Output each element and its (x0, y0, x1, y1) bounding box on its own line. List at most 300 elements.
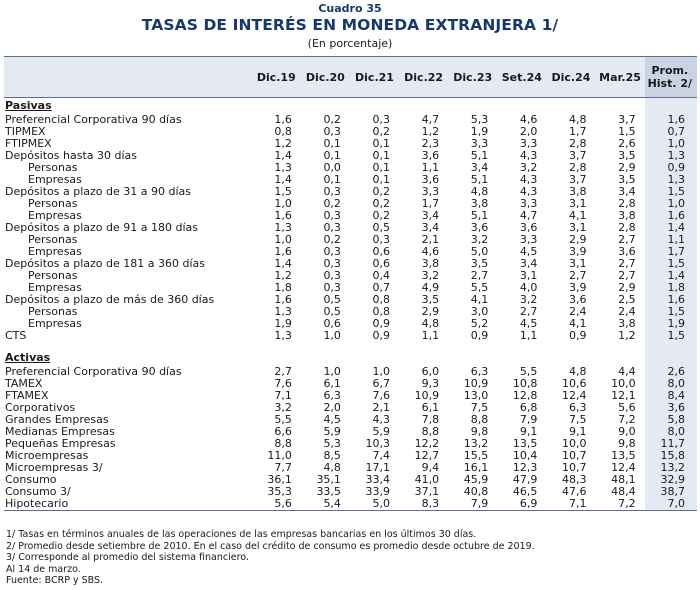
cell-value: 4,4 (618, 365, 636, 378)
cell-prom-hist: 1,0 (645, 138, 697, 150)
table-row (4, 474, 697, 486)
row-label: Empresas (28, 209, 82, 222)
cell-value: 0,1 (323, 137, 341, 150)
row-label: Preferencial Corporativa 90 días (5, 113, 182, 126)
cell-value: 5,5 (274, 413, 292, 426)
row-label: CTS (5, 329, 27, 342)
cell-value: 41,0 (414, 473, 440, 486)
cell-value: 33,9 (365, 485, 391, 498)
cell-value: 3,1 (519, 269, 538, 282)
cell-value: 7,7 (274, 461, 292, 474)
cell-value: 0,1 (323, 149, 341, 162)
row-label: Medianas Empresas (5, 425, 115, 438)
cell-value: 1,0 (323, 329, 341, 342)
cell-prom-hist: 1,6 (645, 294, 697, 306)
cell-value: 13,5 (512, 437, 538, 450)
cell-value: 4,8 (568, 365, 587, 378)
cell-value: 3,3 (519, 137, 538, 150)
table-row (4, 234, 697, 246)
cell-value: 1,3 (274, 329, 292, 342)
cell-value: 0,4 (372, 269, 391, 282)
cell-value: 3,5 (618, 149, 636, 162)
cell-value: 3,7 (568, 149, 587, 162)
cell-value: 0,3 (323, 257, 341, 270)
cell-value: 3,6 (421, 173, 440, 186)
row-label: Consumo (5, 473, 57, 486)
cell-value: 5,4 (301, 498, 350, 511)
cell-value: 3,8 (421, 257, 440, 270)
cell-value: 3,3 (470, 137, 489, 150)
cell-value: 5,6 (252, 498, 301, 511)
table-row (4, 258, 697, 270)
table-body (4, 98, 697, 511)
cell-value: 5,1 (470, 173, 489, 186)
cell-value: 35,1 (316, 473, 341, 486)
cell-prom-hist: 13,2 (645, 462, 697, 474)
cell-value: 0,7 (372, 281, 391, 294)
cell-prom-hist: 5,8 (645, 414, 697, 426)
cell-value: 48,3 (561, 473, 587, 486)
cell-prom-hist: 1,1 (645, 234, 697, 246)
footnotes (6, 529, 696, 587)
cell-value: 7,5 (470, 401, 489, 414)
cell-value: 4,0 (519, 281, 538, 294)
cell-value: 3,5 (470, 257, 489, 270)
cell-value: 5,6 (618, 401, 636, 414)
cell-value: 13,0 (463, 389, 489, 402)
cell-value: 1,9 (274, 317, 292, 330)
cell-value: 2,9 (618, 281, 636, 294)
cell-value: 7,8 (421, 413, 440, 426)
section-heading-pasivas: Pasivas (5, 99, 52, 112)
cell-value: 0,9 (470, 329, 489, 342)
cell-value: 2,8 (568, 137, 587, 150)
cell-value: 3,8 (568, 185, 587, 198)
cell-value: 4,6 (421, 245, 440, 258)
cell-prom-hist: 1,5 (645, 306, 697, 318)
cell-value: 3,2 (421, 269, 440, 282)
cell-value: 1,4 (274, 257, 292, 270)
cell-value: 0,2 (323, 197, 341, 210)
cell-value: 3,8 (470, 197, 489, 210)
row-label: Personas (28, 197, 78, 210)
cell-value: 45,9 (463, 473, 489, 486)
interest-rates-table (4, 56, 697, 511)
cell-value: 0,3 (323, 209, 341, 222)
cell-value: 1,6 (274, 245, 292, 258)
cell-value: 4,3 (519, 173, 538, 186)
table-row (4, 306, 697, 318)
cell-value: 0,3 (323, 185, 341, 198)
row-label: TIPMEX (5, 125, 46, 138)
cell-value: 1,1 (519, 329, 538, 342)
row-label: Microempresas (5, 449, 89, 462)
cell-value: 2,7 (470, 269, 489, 282)
row-label: Empresas (28, 281, 82, 294)
cell-value: 9,8 (618, 437, 636, 450)
cell-value: 10,3 (365, 437, 391, 450)
cell-value: 8,8 (421, 425, 440, 438)
cell-value: 37,1 (414, 485, 440, 498)
cell-prom-hist: 1,3 (645, 174, 697, 186)
cell-value: 4,8 (421, 317, 440, 330)
col-header-dic21: Dic.21 (350, 57, 399, 98)
cell-value: 3,7 (618, 113, 636, 126)
cell-value: 1,5 (274, 185, 292, 198)
cell-value: 4,5 (519, 317, 538, 330)
row-label: Empresas (28, 245, 82, 258)
cell-prom-hist: 8,0 (645, 426, 697, 438)
cell-value: 1,3 (274, 305, 292, 318)
cell-value: 3,6 (568, 293, 587, 306)
cell-value: 0,3 (372, 113, 391, 126)
table-row (4, 462, 697, 474)
cell-value: 12,4 (611, 461, 636, 474)
row-label: Grandes Empresas (5, 413, 109, 426)
cell-value: 3,6 (519, 221, 538, 234)
cell-value: 10,6 (561, 377, 587, 390)
cell-value: 2,8 (618, 197, 636, 210)
cell-value: 0,5 (372, 221, 391, 234)
footnote-date: Al 14 de marzo. (6, 563, 81, 575)
cell-value: 3,3 (519, 197, 538, 210)
cell-value: 7,2 (595, 498, 644, 511)
cell-value: 9,1 (519, 425, 538, 438)
cell-value: 10,4 (512, 449, 538, 462)
cell-prom-hist: 1,4 (645, 270, 697, 282)
cell-prom-hist: 11,7 (645, 438, 697, 450)
cell-value: 6,1 (323, 377, 341, 390)
cell-value: 3,6 (421, 149, 440, 162)
table-row (4, 486, 697, 498)
cell-value: 0,1 (372, 173, 391, 186)
cell-value: 0,1 (372, 149, 391, 162)
cell-value: 5,5 (470, 281, 489, 294)
cell-value: 6,7 (372, 377, 391, 390)
cell-value: 0,1 (372, 137, 391, 150)
cell-value: 10,9 (463, 377, 489, 390)
cell-value: 7,6 (372, 389, 391, 402)
cell-value: 1,2 (421, 125, 440, 138)
cell-value: 2,6 (618, 137, 636, 150)
cell-value: 7,9 (448, 498, 497, 511)
cell-value: 3,6 (470, 221, 489, 234)
cell-value: 3,4 (421, 221, 440, 234)
cell-value: 3,7 (568, 173, 587, 186)
cell-value: 2,4 (568, 305, 587, 318)
cell-value: 6,3 (568, 401, 587, 414)
cell-value: 6,3 (470, 365, 489, 378)
cell-value: 3,2 (519, 293, 538, 306)
cell-value: 4,3 (519, 149, 538, 162)
table-row (4, 378, 697, 390)
cell-value: 40,8 (463, 485, 489, 498)
cell-value: 4,9 (421, 281, 440, 294)
cell-value: 0,9 (372, 329, 391, 342)
cell-value: 3,2 (470, 233, 489, 246)
row-label: Depósitos a plazo de 181 a 360 días (5, 257, 206, 270)
cell-value: 2,3 (421, 137, 440, 150)
cell-value: 3,6 (618, 245, 636, 258)
col-header-dic24: Dic.24 (546, 57, 595, 98)
section-gap (4, 342, 697, 350)
cell-value: 2,1 (421, 233, 440, 246)
cell-value: 2,4 (618, 305, 636, 318)
cell-value: 12,2 (414, 437, 440, 450)
cell-value: 1,0 (274, 197, 292, 210)
row-label: Depósitos a plazo de más de 360 días (5, 293, 215, 306)
cell-prom-hist: 0,9 (645, 162, 697, 174)
section-row-activas (4, 350, 697, 366)
cell-value: 2,7 (618, 233, 636, 246)
cell-value: 0,9 (568, 329, 587, 342)
cell-value: 6,1 (421, 401, 440, 414)
cell-value: 5,1 (470, 209, 489, 222)
cell-prom-hist: 3,6 (645, 402, 697, 414)
cell-value: 5,9 (372, 425, 391, 438)
cell-value: 1,3 (274, 161, 292, 174)
cell-value: 2,5 (618, 293, 636, 306)
cell-prom-hist: 1,7 (645, 246, 697, 258)
cell-value: 0,1 (372, 161, 391, 174)
cell-value: 3,8 (618, 317, 636, 330)
cell-value: 0,3 (323, 245, 341, 258)
cell-value: 2,7 (274, 365, 292, 378)
row-label: Depósitos a plazo de 31 a 90 días (5, 185, 192, 198)
cell-value: 0,6 (323, 317, 341, 330)
row-label: TAMEX (5, 377, 43, 390)
cell-prom-hist: 1,9 (645, 318, 697, 330)
cell-value: 0,3 (323, 125, 341, 138)
cell-value: 11,0 (267, 449, 292, 462)
cell-value: 6,6 (274, 425, 292, 438)
cell-value: 2,9 (421, 305, 440, 318)
cell-prom-hist: 8,0 (645, 378, 697, 390)
cell-value: 3,9 (568, 281, 587, 294)
cell-value: 2,0 (323, 401, 341, 414)
row-label: Personas (28, 233, 78, 246)
cell-value: 48,1 (611, 473, 636, 486)
cell-value: 3,3 (519, 233, 538, 246)
cell-value: 1,2 (274, 137, 292, 150)
cell-prom-hist: 1,5 (645, 186, 697, 198)
cell-prom-hist: 1,4 (645, 222, 697, 234)
cell-value: 8,8 (470, 413, 489, 426)
cell-prom-hist: 7,0 (645, 498, 697, 511)
row-label: Empresas (28, 317, 82, 330)
table-row (4, 438, 697, 450)
cell-value: 3,4 (470, 161, 489, 174)
cell-prom-hist: 1,3 (645, 150, 697, 162)
cell-value: 1,2 (274, 269, 292, 282)
table-row (4, 390, 697, 402)
cell-value: 3,4 (421, 209, 440, 222)
cell-value: 5,3 (323, 437, 341, 450)
cell-value: 46,5 (512, 485, 538, 498)
table-row (4, 126, 697, 138)
cell-value: 1,6 (274, 113, 292, 126)
row-label: Empresas (28, 173, 82, 186)
cell-prom-hist: 1,5 (645, 330, 697, 342)
cell-value: 6,3 (323, 389, 341, 402)
cell-value: 16,1 (463, 461, 489, 474)
cell-value: 5,9 (323, 425, 341, 438)
col-header-prom-hist (645, 57, 697, 98)
cell-value: 7,9 (519, 413, 538, 426)
cell-value: 1,9 (470, 125, 489, 138)
cell-value: 0,6 (372, 257, 391, 270)
cell-value: 1,8 (274, 281, 292, 294)
cell-value: 0,5 (323, 305, 341, 318)
cell-value: 4,5 (323, 413, 341, 426)
table-row (4, 318, 697, 330)
row-label: Microempresas 3/ (5, 461, 103, 474)
cell-value: 1,4 (274, 149, 292, 162)
footnote-source: Fuente: BCRP y SBS. (6, 575, 104, 586)
cell-value: 5,1 (470, 149, 489, 162)
cell-prom-hist: 1,8 (645, 282, 697, 294)
cell-value: 1,1 (421, 161, 440, 174)
cell-value: 7,4 (372, 449, 391, 462)
cell-value: 8,5 (323, 449, 341, 462)
cell-value: 2,7 (618, 269, 636, 282)
cell-value: 13,5 (611, 449, 636, 462)
cell-value: 2,9 (618, 161, 636, 174)
cell-value: 6,0 (421, 365, 440, 378)
footnote-1: 1/ Tasas en términos anuales de las operaciones de las empresas bancarias en los últimos 30 días. (6, 529, 477, 540)
table-row (4, 114, 697, 126)
cell-value: 5,3 (470, 113, 489, 126)
cell-value: 3,5 (618, 173, 636, 186)
cell-value: 48,4 (611, 485, 636, 498)
cell-value: 7,5 (568, 413, 587, 426)
cell-value: 3,2 (274, 401, 292, 414)
cell-value: 2,7 (568, 269, 587, 282)
cell-value: 12,4 (561, 389, 587, 402)
cell-value: 8,8 (274, 437, 292, 450)
cell-value: 3,1 (568, 197, 587, 210)
cell-value: 0,2 (372, 125, 391, 138)
cell-value: 0,0 (323, 161, 341, 174)
cell-value: 7,6 (274, 377, 292, 390)
cell-value: 5,0 (350, 498, 399, 511)
cell-value: 2,9 (568, 233, 587, 246)
cell-value: 15,5 (463, 449, 489, 462)
row-label: FTAMEX (5, 389, 49, 402)
cell-value: 3,8 (618, 209, 636, 222)
header-blank (4, 57, 252, 98)
cell-value: 2,1 (372, 401, 391, 414)
cell-value: 33,4 (365, 473, 391, 486)
cell-value: 3,0 (470, 305, 489, 318)
cell-value: 0,2 (372, 197, 391, 210)
row-label: Personas (28, 161, 78, 174)
cell-value: 9,0 (618, 425, 636, 438)
cell-value: 2,8 (618, 221, 636, 234)
cell-value: 1,7 (421, 197, 440, 210)
cell-value: 7,1 (546, 498, 595, 511)
table-row (4, 270, 697, 282)
cell-value: 1,5 (618, 125, 636, 138)
cell-value: 0,3 (323, 269, 341, 282)
cell-value: 10,7 (561, 461, 587, 474)
cell-value: 1,2 (618, 329, 636, 342)
row-label: Preferencial Corporativa 90 días (5, 365, 182, 378)
col-header-dic20: Dic.20 (301, 57, 350, 98)
cell-value: 0,3 (323, 221, 341, 234)
prom-line1: Prom. (651, 64, 689, 77)
cell-value: 0,1 (323, 173, 341, 186)
cell-value: 1,0 (372, 365, 391, 378)
cell-value: 47,9 (512, 473, 538, 486)
cell-value: 2,7 (618, 257, 636, 270)
table-row (4, 450, 697, 462)
cell-value: 3,4 (618, 185, 636, 198)
cell-value: 3,3 (421, 185, 440, 198)
cell-prom-hist: 15,8 (645, 450, 697, 462)
cell-value: 3,1 (568, 257, 587, 270)
cell-value: 8,3 (399, 498, 448, 511)
table-row (4, 366, 697, 378)
table-number-label: Cuadro 35 (318, 2, 382, 15)
cell-value: 4,3 (519, 185, 538, 198)
cell-value: 4,7 (519, 209, 538, 222)
cell-value: 0,3 (372, 233, 391, 246)
cell-value: 4,1 (568, 317, 587, 330)
row-label: Pequeñas Empresas (5, 437, 116, 450)
table-subtitle: (En porcentaje) (307, 37, 393, 50)
cell-value: 10,0 (561, 437, 587, 450)
cell-value: 1,7 (568, 125, 587, 138)
cell-value: 4,3 (372, 413, 391, 426)
row-label: Consumo 3/ (5, 485, 71, 498)
cell-value: 4,8 (470, 185, 489, 198)
cell-prom-hist: 8,4 (645, 390, 697, 402)
section-row-pasivas (4, 98, 697, 115)
col-header-set24: Set.24 (497, 57, 546, 98)
cell-value: 2,8 (568, 161, 587, 174)
cell-value: 2,0 (519, 125, 538, 138)
table-row (4, 150, 697, 162)
col-header-mar25: Mar.25 (595, 57, 644, 98)
cell-value: 35,3 (267, 485, 292, 498)
cell-value: 17,1 (365, 461, 391, 474)
cell-value: 12,7 (414, 449, 440, 462)
table-row (4, 222, 697, 234)
cell-value: 0,8 (372, 305, 391, 318)
table-row (4, 294, 697, 306)
col-header-dic23: Dic.23 (448, 57, 497, 98)
cell-value: 3,9 (568, 245, 587, 258)
cell-value: 5,0 (470, 245, 489, 258)
row-label: Personas (28, 269, 78, 282)
prom-line2: Hist. 2/ (647, 77, 693, 90)
cell-value: 4,5 (519, 245, 538, 258)
cell-value: 4,8 (323, 461, 341, 474)
cell-value: 36,1 (267, 473, 292, 486)
cell-value: 7,1 (274, 389, 292, 402)
cell-value: 1,4 (274, 173, 292, 186)
section-heading-activas: Activas (5, 351, 51, 364)
row-label: Corporativos (5, 401, 76, 414)
cell-value: 1,6 (274, 293, 292, 306)
cell-value: 33,5 (316, 485, 341, 498)
cell-prom-hist: 0,7 (645, 126, 697, 138)
cell-value: 9,4 (421, 461, 440, 474)
cell-value: 47,6 (561, 485, 587, 498)
cell-prom-hist: 38,7 (645, 486, 697, 498)
row-label: Personas (28, 305, 78, 318)
